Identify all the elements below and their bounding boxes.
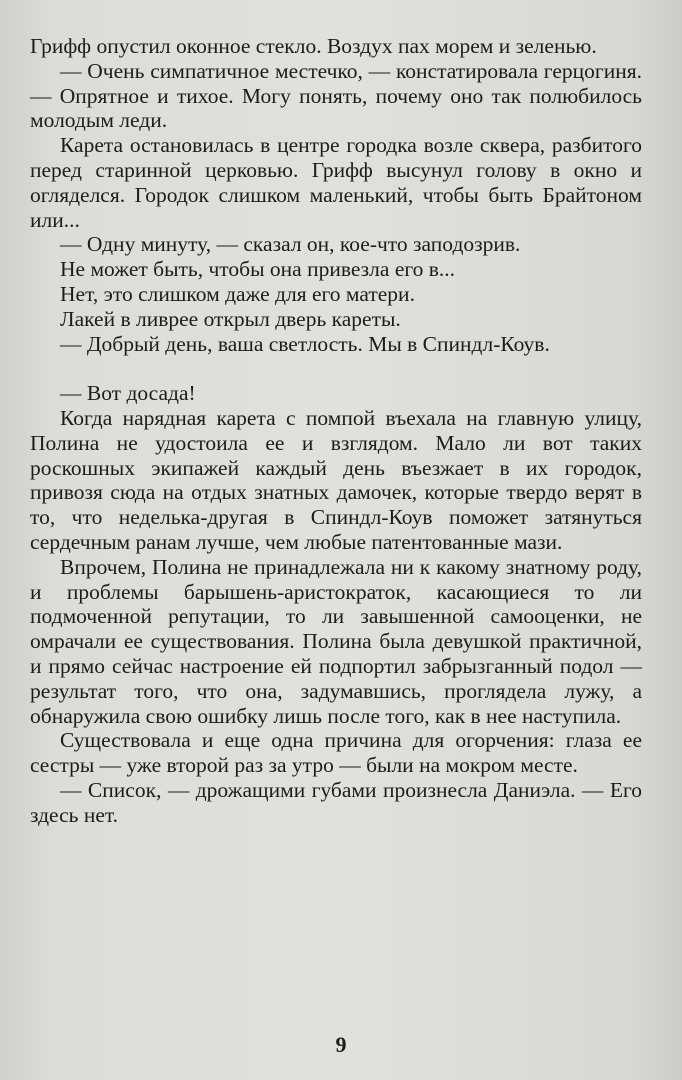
paragraph-10: Когда нарядная карета с помпой въехала на главную улицу, Полина не удостоила ее и взглядом. Мало ли вот таких роскошных экипажей каждый день въезжает в их городок, привозя сюда на отдых знатных дамочек, которые твердо верят в то, что неделька-другая в Спиндл-Коув поможет затянуться сердечным ранам лучше, чем любые патентованные мази.	[30, 405, 642, 554]
paragraph-13: — Список, — дрожащими губами произнесла Даниэла. — Его здесь нет.	[30, 777, 642, 827]
paragraph-12: Существовала и еще одна причина для огорчения: глаза ее сестры — уже второй раз за утро — были на мокром месте.	[30, 728, 642, 778]
page-number: 9	[335, 1032, 347, 1057]
paragraph-1: Грифф опустил оконное стекло. Воздух пах морем и зеленью.	[30, 34, 597, 58]
paragraph-3: Карета остановилась в центре городка возле сквера, разбитого перед старинной церковью. Грифф высунул голову в окно и огляделся. Городок слишком маленький, чтобы быть Брайтоном или...	[30, 133, 642, 232]
paragraph-8: — Добрый день, ваша светлость. Мы в Спиндл-Коув.	[60, 331, 550, 356]
body-text	[30, 34, 642, 828]
paragraph-2: — Очень симпатичное местечко, — констатировала герцогиня. — Опрятное и тихое. Могу понять, почему оно так полюбилось молодым леди.	[30, 58, 642, 133]
paragraph-6: Нет, это слишком даже для его матери.	[60, 281, 415, 306]
paragraph-9: — Вот досада!	[60, 381, 196, 406]
paragraph-11: Впрочем, Полина не принадлежала ни к какому знатному роду, и проблемы барышень-аристократок, касающиеся то ли подмоченной репутации, то ли завышенной самооценки, не омрачали ее существования. Полина была девушкой практичной, и прямо сейчас настроение ей подпортил забрызганный подол — результат того, что она, задумавшись, проглядела лужу, а обнаружила свою ошибку лишь после того, как в нее наступила.	[30, 554, 642, 728]
paragraph-5: Не может быть, чтобы она привезла его в...	[60, 257, 456, 282]
paragraph-4: — Одну минуту, — сказал он, кое-что заподозрив.	[60, 232, 521, 257]
paragraph-7: Лакей в ливрее открыл дверь кареты.	[60, 306, 401, 331]
